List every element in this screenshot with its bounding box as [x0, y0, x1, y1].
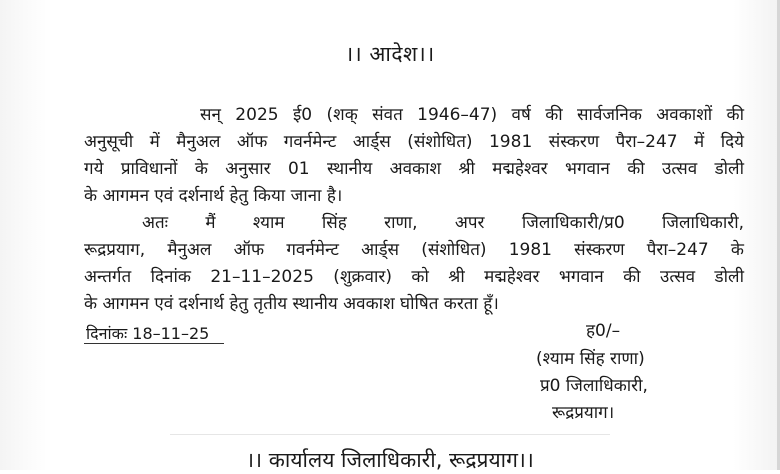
date-underline [84, 343, 224, 344]
para2-line-1: अतः मैं श्याम सिंह राणा, अपर जिलाधिकारी/प्र0 जिलाधिकारी, [142, 213, 744, 233]
para1-line-3: गये प्राविधानों के अनुसार 01 स्थानीय अवकाश श्री मद्महेश्वर भगवान की उत्सव डोली [84, 159, 744, 179]
para1-line-2: अनुसूची में मैनुअल ऑफ गवर्नमेन्ट आर्ड्स (संशोधित) 1981 संस्करण पैरा–247 में दिये [84, 132, 744, 152]
para2-line-4: के आगमन एवं दर्शनार्थ हेतु तृतीय स्थानीय अवकाश घोषित करता हूँ। [84, 294, 499, 314]
order-heading: ।। आदेश।। [345, 42, 435, 66]
signatory-name: (श्याम सिंह राणा) [536, 349, 645, 369]
para1-line-1: सन् 2025 ई0 (शक् संवत 1946–47) वर्ष की सार्वजनिक अवकाशों की [200, 105, 744, 125]
signatory-designation: प्र0 जिलाधिकारी, [540, 376, 648, 396]
office-footer: ।। कार्यालय जिलाधिकारी, रूद्रप्रयाग।। [246, 448, 534, 472]
para2-line-3: अन्तर्गत दिनांक 21–11–2025 (शुक्रवार) को श्री मद्महेश्वर भगवान की उत्सव डोली [84, 267, 744, 287]
order-date: दिनांकः 18–11–25 [86, 324, 210, 343]
para2-line-2: रूद्रप्रयाग, मैनुअल ऑफ गवर्नमेन्ट आर्ड्स (संशोधित) 1981 संस्करण पैरा–247 के [84, 240, 744, 260]
para1-line-4: के आगमन एवं दर्शनार्थ हेतु किया जाना है। [84, 186, 343, 206]
signed-mark: ह0/– [586, 321, 621, 341]
footer-divider [170, 434, 610, 435]
signatory-place: रूद्रप्रयाग। [552, 403, 615, 423]
